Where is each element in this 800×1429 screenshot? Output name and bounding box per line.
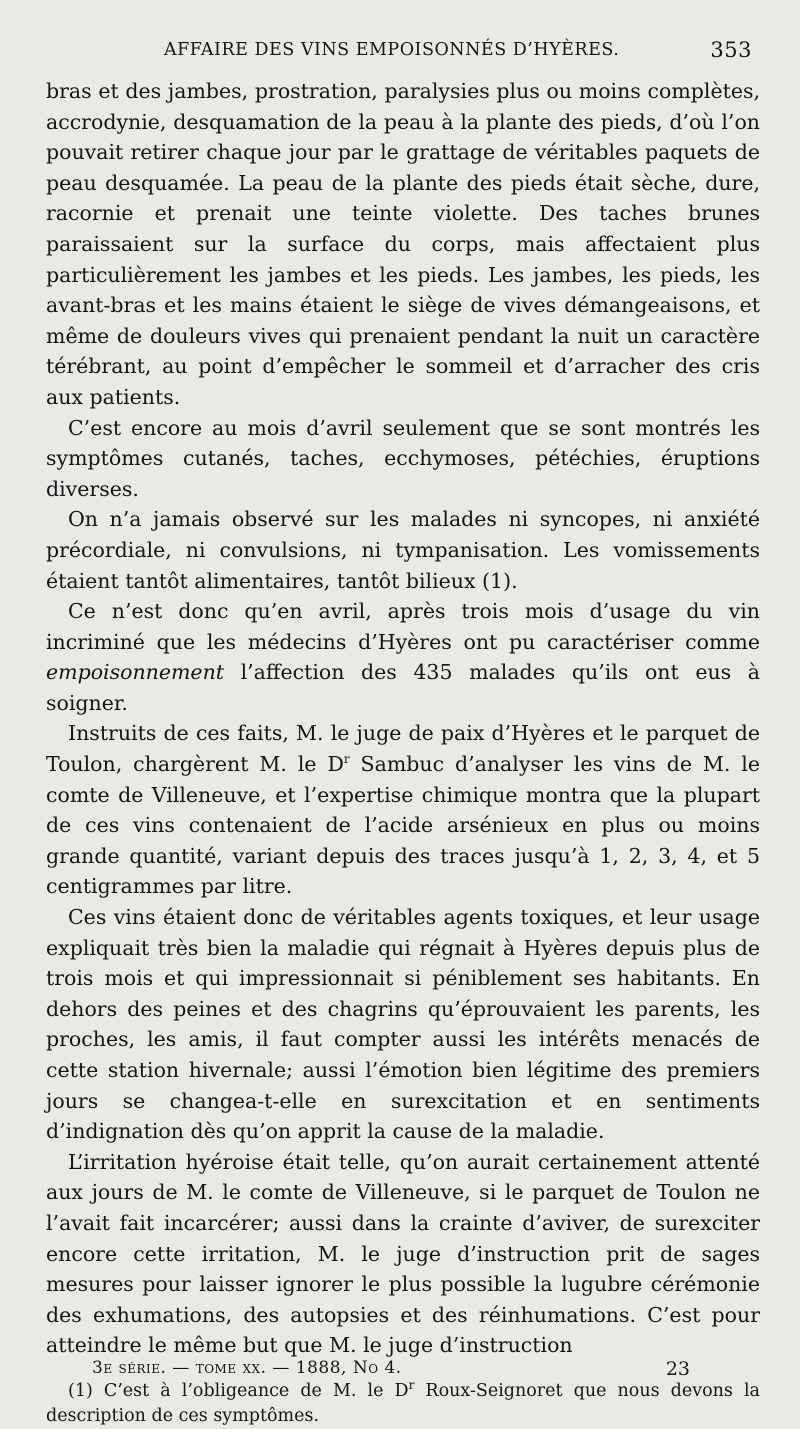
footnotes (46, 1379, 760, 1429)
text-run: Instruits de ces faits, M. le juge de paix d’Hyères et le parquet de Toulon, chargèrent M. le D (46, 721, 760, 777)
paragraph (46, 413, 760, 505)
page-number: 353 (710, 38, 752, 62)
superscript: r (408, 1378, 415, 1393)
signature-line (92, 1358, 690, 1380)
text-run: On n’a jamais observé sur les malades ni syncopes, ni anxiété précordiale, ni convulsions, ni tympanisation. Les vomissements étaient tantôt alimentaires, tantôt bilieux (1). (46, 507, 760, 593)
running-title: AFFAIRE DES VINS EMPOISONNÉS D’HYÈRES. (164, 40, 620, 60)
text-run: Ce n’est donc qu’en avril, après trois mois d’usage du vin incriminé que les médecins d’Hyères ont pu caractériser comme (46, 599, 760, 654)
paragraph (46, 718, 760, 902)
text-run: Sambuc d’analyser les vins de M. le comte de Villeneuve, et l’expertise chimique montra que la plupart de ces vins contenaient de l’acide arsénieux en plus ou moins grande quantité, variant depuis des traces jusqu’à 1, 2, 3, 4, et 5 centigrammes par litre. (46, 752, 760, 899)
superscript: r (343, 752, 350, 767)
running-head (46, 36, 760, 76)
body-text (46, 76, 760, 1361)
footnote (46, 1379, 760, 1429)
paragraph (46, 504, 760, 596)
text-run: C’est encore au mois d’avril seulement que se sont montrés les symptômes cutanés, taches, ecchymoses, pétéchies, éruptions diverses. (46, 415, 760, 501)
paragraph (46, 1147, 760, 1361)
text-run: (1) C’est à l’obligeance de M. le D (68, 1380, 409, 1401)
series-info: 3e série. — tome xx. — 1888, No 4. (92, 1358, 402, 1378)
paragraph (46, 76, 760, 413)
text-run: l’affection des 435 malades qu’ils ont eus à soigner. (46, 660, 760, 715)
text-run: Roux-Seignoret que nous devons la description de ces symptômes. (46, 1380, 760, 1426)
text-run: L’irritation hyéroise était telle, qu’on aurait certainement attenté aux jours de M. le comte de Villeneuve, si le parquet de Toulon ne l’avait fait incarcérer; aussi dans la crainte d’aviver, de surexciter encore cette irritation, M. le juge d’instruction prit de sages mesures pour laisser ignorer le plus possible la lugubre cérémonie des exhumations, des autopsies et des réinhumations. C’est pour atteindre le même but que M. le juge d’instruction (46, 1149, 760, 1358)
paragraph (46, 596, 760, 718)
text-run: Ces vins étaient donc de véritables agents toxiques, et leur usage expliquait très bien la maladie qui régnait à Hyères depuis plus de trois mois et qui impressionnait si péniblement ses habitants. En dehors des peines et des chagrins qu’éprouvaient les parents, les proches, les amis, il faut compter aussi les intérêts menacés de cette station hivernale; aussi l’émotion bien légitime des premiers jours se changea-t-elle en surexcitation et en sentiments d’indignation dès qu’on apprit la cause de la maladie. (46, 905, 760, 1144)
sheet-number: 23 (665, 1358, 690, 1380)
paragraph (46, 902, 760, 1147)
emphasis-text: empoisonnement (46, 660, 225, 685)
text-run: bras et des jambes, prostration, paralysies plus ou moins complètes, accrodynie, desquamation de la peau à la plante des pieds, d’où l’on pouvait retirer chaque jour par le grattage de véritables paquets de peau desquamée. La peau de la plante des pieds était sèche, dure, racornie et prenait une teinte violette. Des taches brunes paraissaient sur la surface du corps, mais affectaient plus particulièrement les jambes et les pieds. Les jambes, les pieds, les avant-bras et les mains étaient le siège de vives démangeaisons, et même de douleurs vives qui prenaient pendant la nuit un caractère térébrant, au point d’empêcher le sommeil et d’arracher des cris aux patients. (46, 79, 760, 409)
